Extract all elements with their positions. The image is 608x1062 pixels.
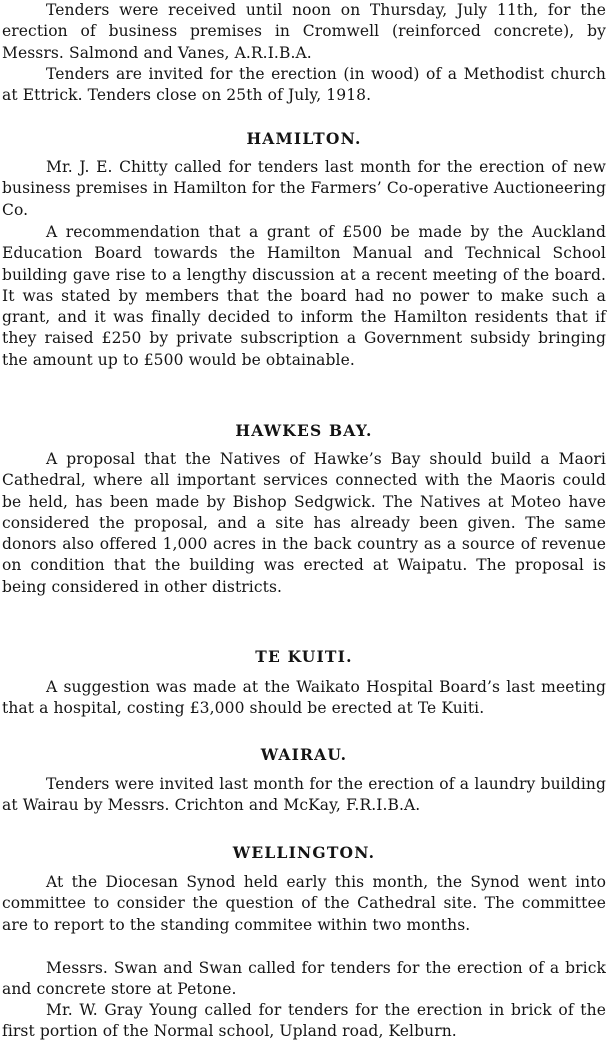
heading-hamilton: HAMILTON. bbox=[246, 129, 362, 148]
paragraph-cromwell-tenders: Tenders were received until noon on Thursday, July 11th, for the erection of business premises in Cromwell (reinforced concrete), by Messrs. Salmond and Vanes, A.R.I.B.A. bbox=[2, 1, 606, 62]
paragraph-te-kuiti-hospital: A suggestion was made at the Waikato Hospital Board’s last meeting that a hospital, costing £3,000 should be erected at Te Kuiti. bbox=[2, 678, 606, 718]
paragraph-wellington-petone-store: Messrs. Swan and Swan called for tenders for the erection of a brick and concrete store at Petone. bbox=[2, 959, 606, 999]
paragraph-ettrick-church: Tenders are invited for the erection (in wood) of a Methodist church at Ettrick. Tenders close on 25th of July, 1918. bbox=[2, 65, 606, 105]
heading-wellington: WELLINGTON. bbox=[232, 843, 376, 862]
heading-hawkes-bay: HAWKES BAY. bbox=[235, 421, 373, 440]
paragraph-wairau-laundry: Tenders were invited last month for the erection of a laundry building at Wairau by Messrs. Crichton and McKay, F.R.I.B.A. bbox=[2, 775, 606, 815]
paragraph-hamilton-grant: A recommendation that a grant of £500 be made by the Auckland Education Board towards the Hamilton Manual and Technical School building gave rise to a lengthy discussion at a recent meeting of the board. It was stated by members that the board had no power to make such a grant, and it was finally decided to inform the Hamilton residents that if they raised £250 by private subscription a Government subsidy bringing the amount up to £500 would be obtainable. bbox=[2, 223, 606, 369]
heading-wairau: WAIRAU. bbox=[260, 745, 348, 764]
heading-te-kuiti: TE KUITI. bbox=[255, 647, 353, 666]
paragraph-wellington-normal-school: Mr. W. Gray Young called for tenders for the erection in brick of the first portion of the Normal school, Upland road, Kelburn. bbox=[2, 1001, 606, 1041]
paragraph-hawkes-bay-cathedral: A proposal that the Natives of Hawke’s Bay should build a Maori Cathedral, where all important services connected with the Maoris could be held, has been made by Bishop Sedgwick. The Natives at Moteo have considered the proposal, and a site has already been given. The same donors also offered 1,000 acres in the back country as a source of revenue on condition that the building was erected at Waipatu. The proposal is being considered in other districts. bbox=[2, 450, 606, 596]
paragraph-wellington-synod: At the Diocesan Synod held early this month, the Synod went into committee to consider the question of the Cathedral site. The committee are to report to the standing commitee within two months. bbox=[2, 873, 606, 934]
paragraph-hamilton-chitty: Mr. J. E. Chitty called for tenders last month for the erection of new business premises in Hamilton for the Farmers’ Co-operative Auctioneering Co. bbox=[2, 158, 606, 219]
